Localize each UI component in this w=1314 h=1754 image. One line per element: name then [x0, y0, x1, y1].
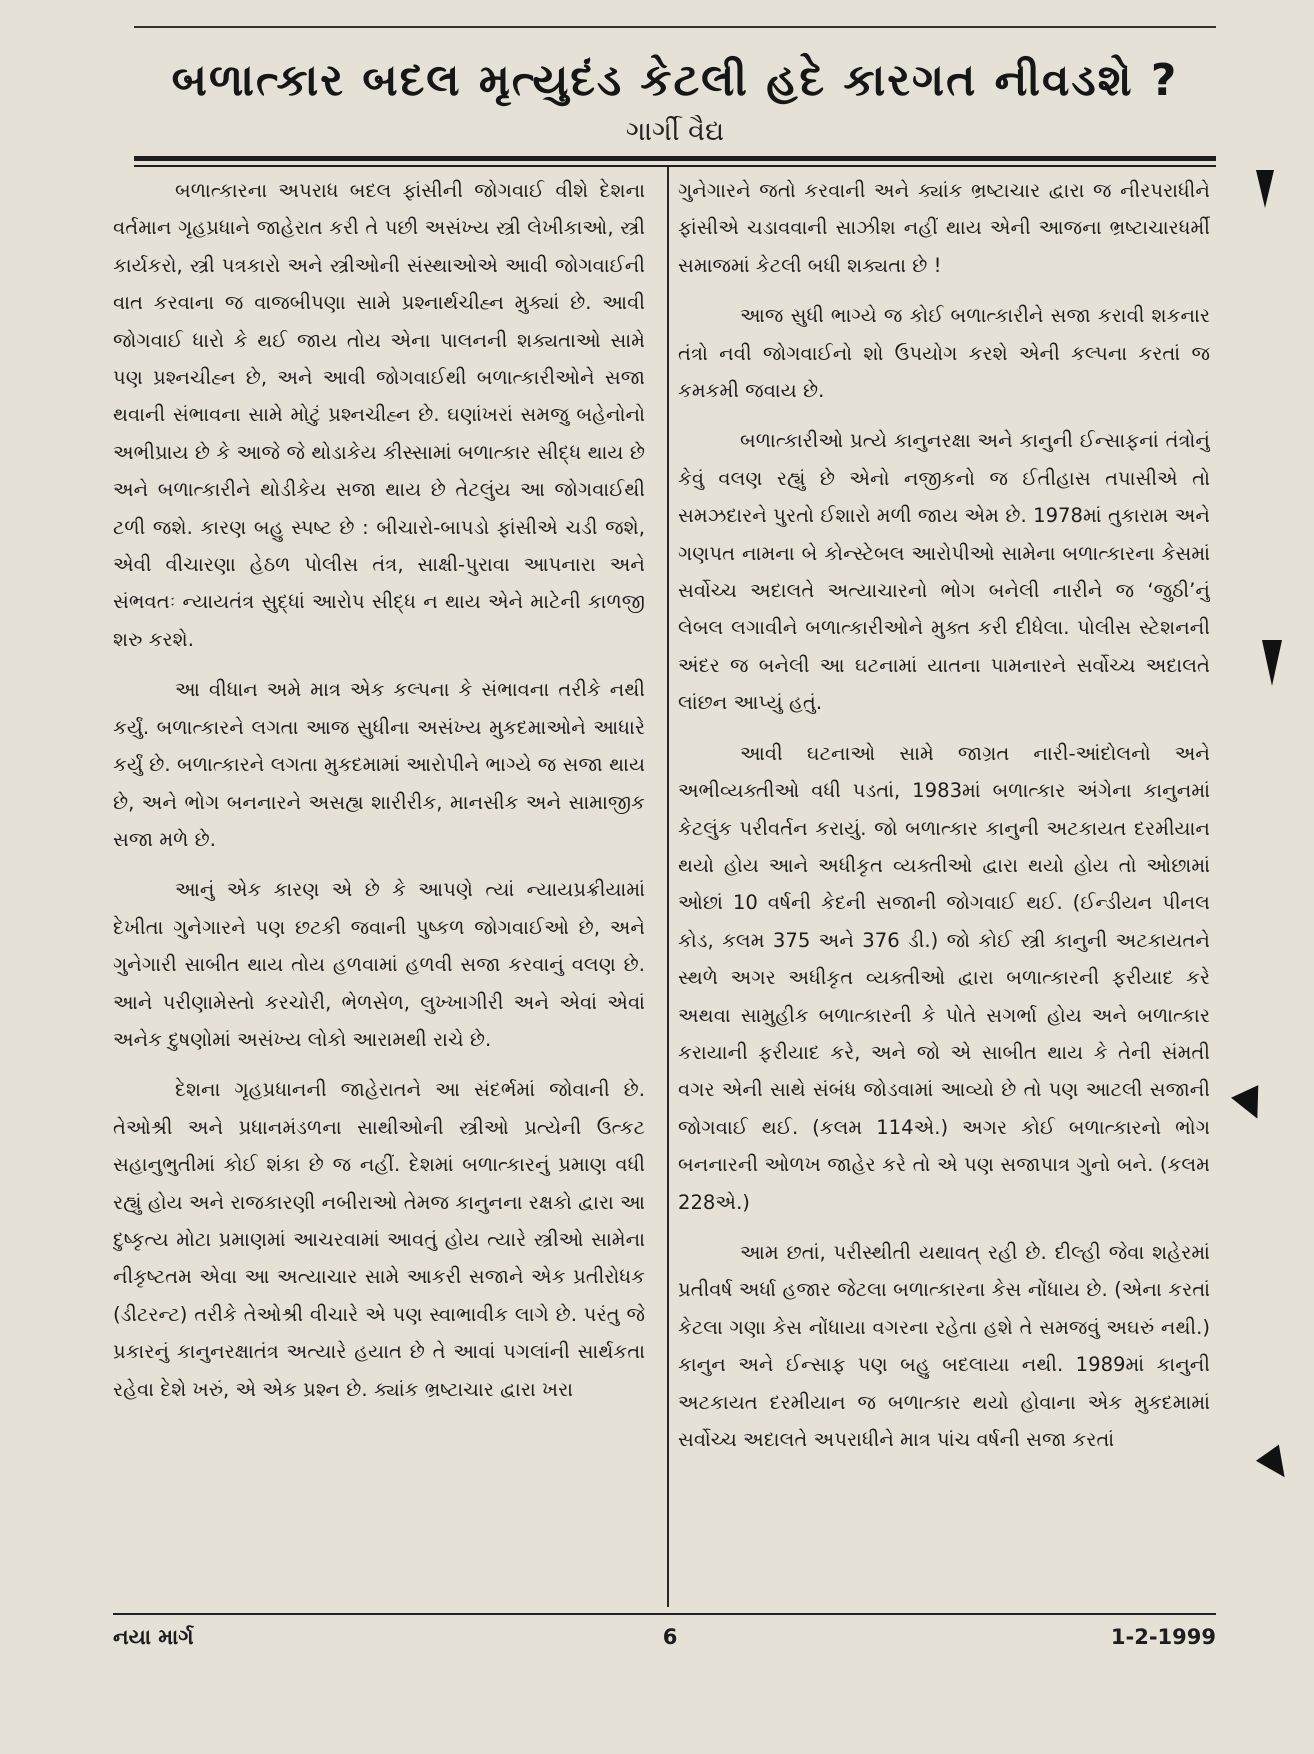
punch-hole-mark [1262, 640, 1282, 686]
left-paragraph-1: બળાત્કારના અપરાધ બદલ ફાંસીની જોગવાઈ વીશે દેશના વર્તમાન ગૃહપ્રધાને જાહેરાત કરી તે પછી અસંખ્ય સ્ત્રી લેખીકાઓ, સ્ત્રી કાર્યકરો, સ્ત્રી પત્રકારો અને સ્ત્રીઓની સંસ્થાઓએ આવી જોગવાઈની વાત કરવાના જ વાજબીપણા સામે પ્રશ્નાર્થચીહ્ન મુક્યાં છે. આવી જોગવાઈ ધારો કે થઈ જાય તોય એના પાલનની શક્યતાઓ સામે પણ પ્રશ્નચીહ્ન છે, અને આવી જોગવાઈથી બળાત્કારીઓને સજા થવાની સંભાવના સામે મોટું પ્રશ્નચીહ્ન છે. ઘણાંખરાં સમજુ બહેનોનો અભીપ્રાય છે કે આજે જે થોડાકેય કીસ્સામાં બળાત્કાર સીદ્ધ થાય છે અને બળાત્કારીને થોડીકેય સજા થાય છે તેટલુંય આ જોગવાઈથી ટળી જશે. કારણ બહુ સ્પષ્ટ છે : બીચારો-બાપડો ફાંસીએ ચડી જશે, એવી વીચારણા હેઠળ પોલીસ તંત્ર, સાક્ષી-પુરાવા આપનારા અને સંભવતઃ ન્યાયતંત્ર સુદ્ધાં આરોપ સીદ્ધ ન થાય એને માટેની કાળજી શરુ કરશે. [113, 179, 645, 651]
left-paragraph-4: દેશના ગૃહપ્રધાનની જાહેરાતને આ સંદર્ભમાં જોવાની છે. તેઓશ્રી અને પ્રધાનમંડળના સાથીઓની સ્ત્રીઓ પ્રત્યેની ઉત્કટ સહાનુભુતીમાં કોઈ શંકા છે જ નહીં. દેશમાં બળાત્કારનું પ્રમાણ વધી રહ્યું હોય અને રાજકારણી નબીરાઓ તેમજ કાનુનના રક્ષકો દ્વારા આ દુષ્કૃત્ય મોટા પ્રમાણમાં આચરવામાં આવતું હોય ત્યારે સ્ત્રીઓ સામેના નીકૃષ્ટતમ એવા આ અત્યાચાર સામે આકરી સજાને એક પ્રતીરોધક (ડીટરન્ટ) તરીકે તેઓશ્રી વીચારે એ પણ સ્વાભાવીક લાગે છે. પરંતુ જે પ્રકારનું કાનુનરક્ષાતંત્ર અત્યારે હયાત છે તે આવાં પગલાંની સાર્થકતા રહેવા દેશે ખરું, એ એક પ્રશ્ન છે. ક્યાંક ભ્રષ્ટાચાર દ્વારા ખરા [113, 1078, 645, 1401]
right-paragraph-2: આજ સુધી ભાગ્યે જ કોઈ બળાત્કારીને સજા કરાવી શકનાર તંત્રો નવી જોગવાઈનો શો ઉપયોગ કરશે એની કલ્પના કરતાં જ કમકમી જવાય છે. [678, 304, 1210, 403]
punch-hole-mark [1231, 1085, 1271, 1125]
column-divider [667, 167, 669, 1607]
right-paragraph-1: ગુનેગારને જતો કરવાની અને ક્યાંક ભ્રષ્ટાચાર દ્વારા જ નીરપરાધીને ફાંસીએ ચડાવવાની સાઝીશ નહીં થાય એની આજના ભ્રષ્ટાચારધર્મી સમાજમાં કેટલી બધી શક્યતા છે ! [678, 179, 1210, 277]
right-column [678, 172, 1210, 1602]
header-rule-thick [134, 156, 1216, 161]
top-rule [134, 26, 1216, 28]
footer-date: 1-2-1999 [1110, 1625, 1216, 1649]
right-paragraph-4: આવી ઘટનાઓ સામે જાગ્રત નારી-આંદોલનો અને અભીવ્યક્તીઓ વધી પડતાં, 1983માં બળાત્કાર અંગેના કાનુનમાં કેટલુંક પરીવર્તન કરાયું. જો બળાત્કાર કાનુની અટકાયત દરમીયાન થયો હોય આને અધીકૃત વ્યક્તીઓ દ્વારા થયો હોય તો ઓછામાં ઓછાં 10 વર્ષની કેદની સજાની જોગવાઈ થઈ. (ઈન્ડીયન પીનલ કોડ, કલમ 375 અને 376 ડી.) જો કોઈ સ્ત્રી કાનુની અટકાયતને સ્થળે અગર અધીકૃત વ્યક્તીઓ દ્વારા બળાત્કારની ફરીયાદ કરે અથવા સામુહીક બળાત્કારની કે પોતે સગર્ભા હોય અને બળાત્કાર કરાયાની ફરીયાદ કરે, અને જો એ સાબીત થાય કે તેની સંમતી વગર એની સાથે સંબંધ જોડવામાં આવ્યો છે તો પણ આટલી સજાની જોગવાઈ થઈ. (કલમ 114એ.) અગર કોઈ બળાત્કારનો ભોગ બનનારની ઓળખ જાહેર કરે તો એ પણ સજાપાત્ર ગુનો બને. (કલમ 228એ.) [678, 741, 1210, 1214]
punch-hole-mark [1256, 1445, 1296, 1486]
right-paragraph-5: આમ છતાં, પરીસ્થીતી યથાવત્ રહી છે. દીલ્હી જેવા શહેરમાં પ્રતીવર્ષ અર્ધા હજાર જેટલા બળાત્કારના કેસ નોંધાય છે. (એના કરતાં કેટલા ગણા કેસ નોંધાયા વગરના રહેતા હશે તે સમજવું અઘરું નથી.) કાનુન અને ઈન્સાફ પણ બહુ બદલાયા નથી. 1989માં કાનુની અટકાયત દરમીયાન જ બળાત્કાર થયો હોવાના એક મુકદમામાં સર્વોચ્ચ અદાલતે અપરાધીને માત્ર પાંચ વર્ષની સજા કરતાં [678, 1240, 1210, 1451]
header-rule-thin [134, 165, 1216, 167]
article-author: ગાર્ગી વૈદ્ય [625, 116, 725, 147]
left-paragraph-2: આ વીધાન અમે માત્ર એક કલ્પના કે સંભાવના તરીકે નથી કર્યું. બળાત્કારને લગતા આજ સુધીના અસંખ્ય મુકદમાઓને આધારે કર્યું છે. બળાત્કારને લગતા મુકદમામાં આરોપીને ભાગ્યે જ સજા થાય છે, અને ભોગ બનનારને અસહ્ય શારીરીક, માનસીક અને સામાજીક સજા મળે છે. [113, 678, 645, 851]
punch-hole-mark [1256, 170, 1274, 208]
footer-rule [113, 1613, 1216, 1615]
footer-publication: નયા માર્ગ [113, 1625, 194, 1649]
right-paragraph-3: બળાત્કારીઓ પ્રત્યે કાનુનરક્ષા અને કાનુની ઈન્સાફનાં તંત્રોનું કેવું વલણ રહ્યું છે એનો નજીકનો જ ઈતીહાસ તપાસીએ તો સમઝદારને પુરતો ઈશારો મળી જાય એમ છે. 1978માં તુકારામ અને ગણપત નામના બે કોન્સ્ટેબલ આરોપીઓ સામેના બળાત્કારના કેસમાં સર્વોચ્ચ અદાલતે અત્યાચારનો ભોગ બનેલી નારીને જ ‘જુઠી’નું લેબલ લગાવીને બળાત્કારીઓને મુક્ત કરી દીધેલા. પોલીસ સ્ટેશનની અંદર જ બનેલી આ ઘટનામાં યાતના પામનારને સર્વોચ્ચ અદાલતે લાંછન આપ્યું હતું. [678, 429, 1210, 715]
left-paragraph-3: આનું એક કારણ એ છે કે આપણે ત્યાં ન્યાયપ્રક્રીયામાં દેખીતા ગુનેગારને પણ છટકી જવાની પુષ્કળ જોગવાઈઓ છે, અને ગુનેગારી સાબીત થાય તોય હળવામાં હળવી સજા કરવાનું વલણ છે. આને પરીણામેસ્તો કરચોરી, ભેળસેળ, લુખ્ખાગીરી અને એવાં એવાં અનેક દુષણોમાં અસંખ્ય લોકો આરામથી રાચે છે. [113, 878, 645, 1051]
footer-page-number: 6 [662, 1625, 678, 1649]
left-column [113, 172, 645, 1602]
article-title: બળાત્કાર બદલ મૃત્યુદંડ કેટલી હદે કારગત નીવડશે ? [171, 55, 1179, 106]
